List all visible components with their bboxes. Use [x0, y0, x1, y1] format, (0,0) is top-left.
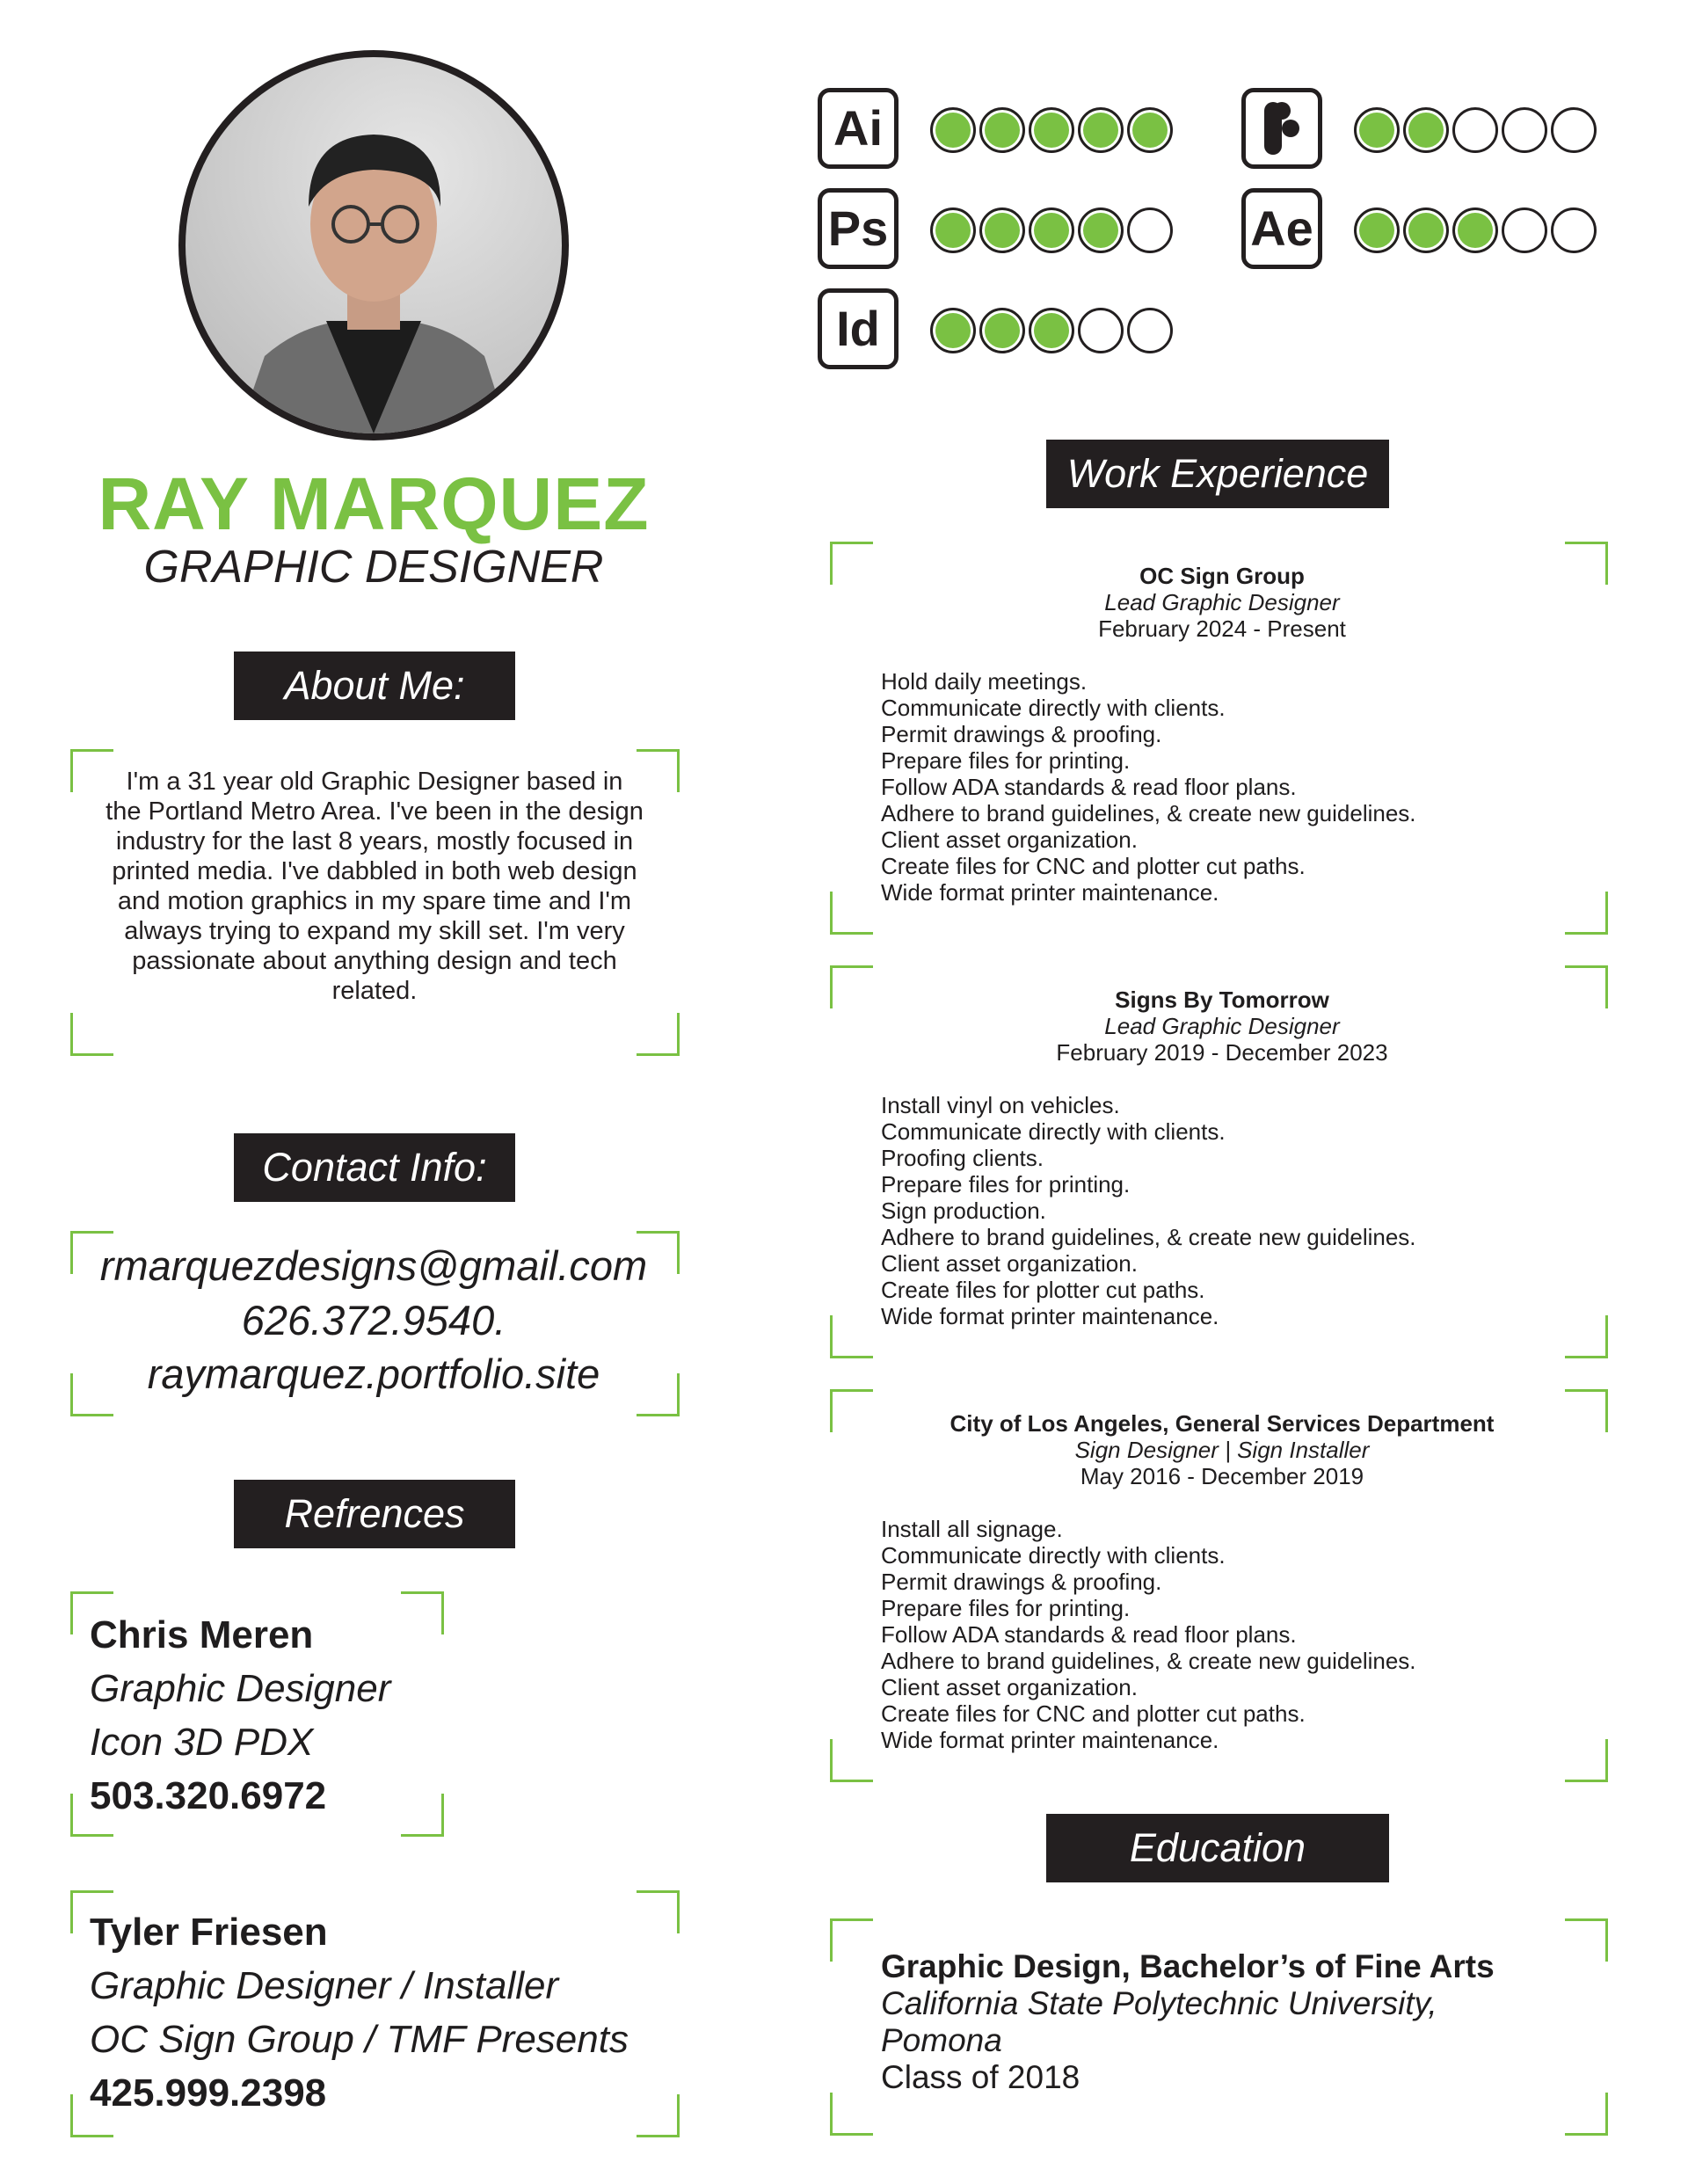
- duty-item: Adhere to brand guidelines, & create new guidelines.: [881, 800, 1416, 826]
- duty-item: Sign production.: [881, 1198, 1046, 1224]
- rating-dot-filled: [1029, 207, 1074, 253]
- reference-company: Icon 3D PDX: [90, 1721, 314, 1764]
- reference-role: Graphic Designer: [90, 1667, 391, 1710]
- job1-bracket-br: [1565, 892, 1608, 935]
- rating-dot-empty: [1452, 107, 1498, 153]
- illustrator-icon: Ai: [818, 88, 899, 169]
- rating-dot-filled: [1452, 207, 1498, 253]
- ref2-bracket-br: [637, 2094, 680, 2137]
- rating-dot-filled: [930, 107, 976, 153]
- job-company: Signs By Tomorrow: [1115, 986, 1329, 1013]
- contact-phone[interactable]: 626.372.9540.: [241, 1297, 506, 1343]
- rating-dot-filled: [930, 207, 976, 253]
- duty-item: Communicate directly with clients.: [881, 1542, 1226, 1569]
- duty-item: Communicate directly with clients.: [881, 1118, 1226, 1145]
- edu-bracket-tl: [830, 1918, 873, 1962]
- rating-dot-filled: [1029, 308, 1074, 353]
- reference-name: Chris Meren: [90, 1613, 314, 1656]
- references-section-label: Refrences: [234, 1480, 515, 1548]
- edu-bracket-tr: [1565, 1918, 1608, 1962]
- job-role: Lead Graphic Designer: [1104, 1013, 1340, 1039]
- rating-dot-empty: [1127, 308, 1173, 353]
- skill-rating: [930, 207, 1173, 253]
- rating-dot-empty: [1502, 207, 1547, 253]
- duty-item: Wide format printer maintenance.: [881, 879, 1219, 906]
- duty-item: Permit drawings & proofing.: [881, 1569, 1162, 1595]
- indesign-icon: Id: [818, 288, 899, 369]
- portrait-illustration: [186, 57, 562, 433]
- duty-item: Client asset organization.: [881, 1250, 1138, 1277]
- duty-item: Permit drawings & proofing.: [881, 721, 1162, 747]
- rating-dot-filled: [1078, 107, 1124, 153]
- duty-item: Create files for plotter cut paths.: [881, 1277, 1205, 1303]
- rating-dot-filled: [1354, 207, 1400, 253]
- reference-phone[interactable]: 503.320.6972: [90, 1774, 327, 1817]
- duty-item: Client asset organization.: [881, 826, 1138, 853]
- reference-company: OC Sign Group / TMF Presents: [90, 2018, 629, 2061]
- rating-dot-filled: [979, 207, 1025, 253]
- about-section-label: About Me:: [234, 652, 515, 720]
- job3-bracket-br: [1565, 1739, 1608, 1782]
- duty-item: Follow ADA standards & read floor plans.: [881, 774, 1297, 800]
- job-role: Lead Graphic Designer: [1104, 589, 1340, 615]
- reference-phone[interactable]: 425.999.2398: [90, 2071, 327, 2115]
- duty-item: Hold daily meetings.: [881, 668, 1088, 695]
- contact-section-label: Contact Info:: [234, 1133, 515, 1202]
- education-degree: Graphic Design, Bachelor’s of Fine Arts: [881, 1948, 1495, 1984]
- rating-dot-empty: [1551, 207, 1597, 253]
- profile-photo: [178, 50, 569, 440]
- duty-item: Follow ADA standards & read floor plans.: [881, 1621, 1297, 1648]
- job-duties-list: [881, 1092, 1549, 1329]
- reference-role: Graphic Designer / Installer: [90, 1964, 559, 2007]
- rating-dot-empty: [1551, 107, 1597, 153]
- about-text: I'm a 31 year old Graphic Designer based in the Portland Metro Area. I've been in the design industry for the last 8 years, mostly focused in printed media. I've dabbled in both web design and motion graphics in my spare time and I'm always trying to expand my skill set. I'm very passionate about anything design and tech related.: [106, 768, 644, 1005]
- rating-dot-filled: [1029, 107, 1074, 153]
- duty-item: Wide format printer maintenance.: [881, 1727, 1219, 1753]
- photoshop-icon: Ps: [818, 188, 899, 269]
- rating-dot-empty: [1127, 207, 1173, 253]
- reference-name: Tyler Friesen: [90, 1911, 328, 1954]
- duty-item: Wide format printer maintenance.: [881, 1303, 1219, 1329]
- job-dates: May 2016 - December 2019: [1080, 1463, 1364, 1489]
- job-company: OC Sign Group: [1139, 563, 1305, 589]
- education-section-label: Education: [1046, 1814, 1389, 1882]
- duty-item: Install all signage.: [881, 1516, 1063, 1542]
- duty-item: Adhere to brand guidelines, & create new guidelines.: [881, 1224, 1416, 1250]
- ref2-bracket-tr: [637, 1890, 680, 1933]
- education-school: California State Polytechnic University, Pomona: [881, 1985, 1437, 2058]
- profile-photo-image: [186, 57, 562, 433]
- work-section-label: Work Experience: [1046, 440, 1389, 508]
- job1-bracket-bl: [830, 892, 873, 935]
- rating-dot-filled: [1354, 107, 1400, 153]
- duty-item: Install vinyl on vehicles.: [881, 1092, 1120, 1118]
- duty-item: Prepare files for printing.: [881, 1171, 1131, 1198]
- skill-rating: [930, 308, 1173, 353]
- duty-item: Prepare files for printing.: [881, 747, 1131, 774]
- duty-item: Proofing clients.: [881, 1145, 1044, 1171]
- rating-dot-filled: [930, 308, 976, 353]
- ref1-bracket-tr: [401, 1591, 444, 1634]
- duty-item: Adhere to brand guidelines, & create new guidelines.: [881, 1648, 1416, 1674]
- rating-dot-filled: [979, 308, 1025, 353]
- rating-dot-filled: [1403, 207, 1449, 253]
- job-role: Sign Designer | Sign Installer: [1074, 1437, 1370, 1463]
- job-duties-list: [881, 1516, 1549, 1753]
- job-dates: February 2019 - December 2023: [1056, 1039, 1388, 1066]
- rating-dot-empty: [1502, 107, 1547, 153]
- figma-glyph: [1264, 102, 1299, 155]
- edu-bracket-br: [1565, 2093, 1608, 2136]
- job2-bracket-br: [1565, 1315, 1608, 1358]
- rating-dot-filled: [1078, 207, 1124, 253]
- about-bracket-br: [637, 1013, 680, 1056]
- skill-rating: [930, 107, 1173, 153]
- job2-bracket-bl: [830, 1315, 873, 1358]
- job-duties-list: [881, 668, 1549, 906]
- rating-dot-empty: [1078, 308, 1124, 353]
- duty-item: Communicate directly with clients.: [881, 695, 1226, 721]
- education-class: Class of 2018: [881, 2059, 1080, 2095]
- rating-dot-filled: [979, 107, 1025, 153]
- duty-item: Prepare files for printing.: [881, 1595, 1131, 1621]
- contact-website[interactable]: raymarquez.portfolio.site: [147, 1350, 600, 1397]
- candidate-title: GRAPHIC DESIGNER: [143, 542, 604, 593]
- duty-item: Create files for CNC and plotter cut paths.: [881, 853, 1306, 879]
- duty-item: Client asset organization.: [881, 1674, 1138, 1700]
- rating-dot-filled: [1403, 107, 1449, 153]
- after-effects-icon: Ae: [1241, 188, 1322, 269]
- duty-item: Create files for CNC and plotter cut paths.: [881, 1700, 1306, 1727]
- figma-icon: [1241, 88, 1322, 169]
- skill-rating: [1354, 107, 1597, 153]
- edu-bracket-bl: [830, 2093, 873, 2136]
- job3-bracket-bl: [830, 1739, 873, 1782]
- job-dates: February 2024 - Present: [1098, 615, 1346, 642]
- skill-rating: [1354, 207, 1597, 253]
- contact-email[interactable]: rmarquezdesigns@gmail.com: [99, 1242, 648, 1289]
- rating-dot-filled: [1127, 107, 1173, 153]
- job-company: City of Los Angeles, General Services Department: [950, 1410, 1495, 1437]
- candidate-name: RAY MARQUEZ: [98, 462, 650, 545]
- about-bracket-bl: [70, 1013, 113, 1056]
- ref1-bracket-br: [401, 1794, 444, 1837]
